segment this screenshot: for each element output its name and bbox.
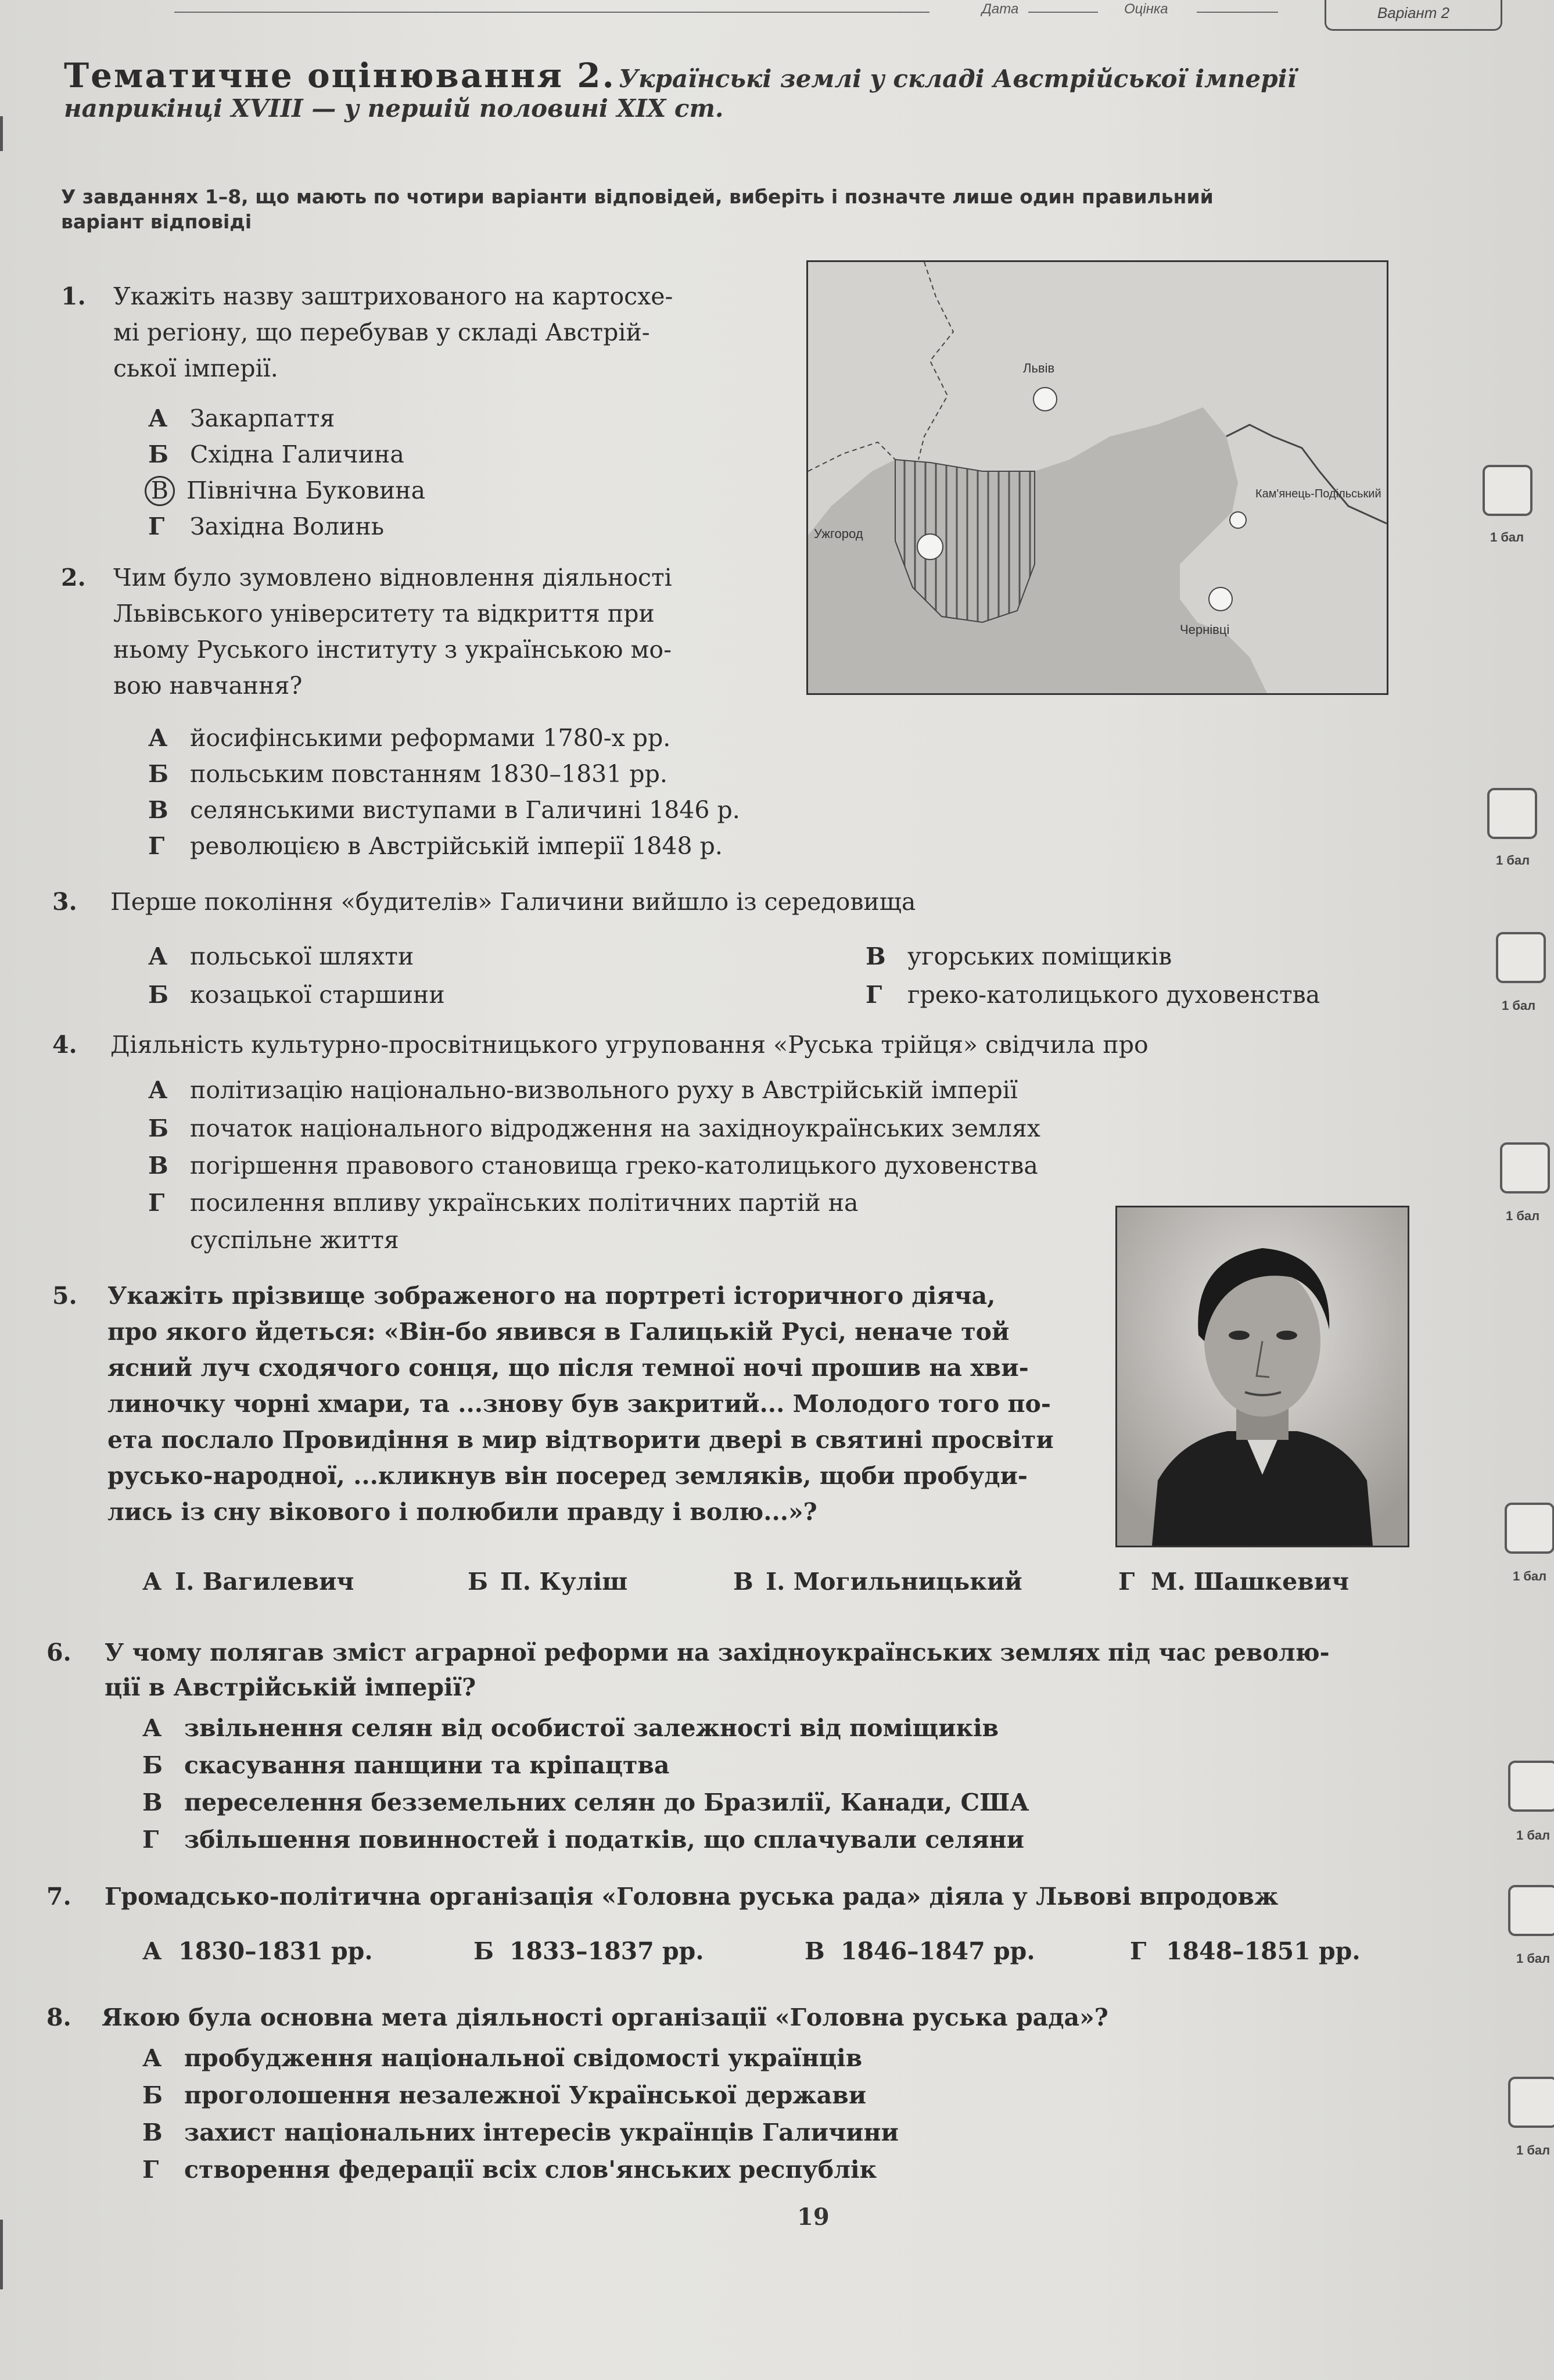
question-text: Діяльність культурно-просвітницького угруповання «Руська трійця» свідчила про bbox=[110, 1031, 1149, 1059]
answer-box[interactable] bbox=[1508, 1885, 1554, 1936]
answer-option[interactable]: А політизацію національно-визвольного руху в Австрійській імперії bbox=[148, 1076, 1018, 1104]
name-line bbox=[174, 12, 929, 13]
answer-option[interactable]: Б Східна Галичина bbox=[148, 440, 404, 468]
grade-line bbox=[1197, 12, 1278, 13]
question-text: Укажіть прізвище зображеного на портреті історичного діяча, bbox=[107, 1282, 996, 1310]
question-text: лись із сну вікового і полюбили правду і волю...»? bbox=[107, 1498, 817, 1526]
score-label: 1 бал bbox=[1513, 1569, 1547, 1583]
answer-option[interactable]: Б польським повстанням 1830–1831 рр. bbox=[148, 760, 667, 788]
question-number: 2. bbox=[61, 564, 86, 592]
answer-box[interactable] bbox=[1508, 1761, 1554, 1812]
question-text: ції в Австрійській імперії? bbox=[105, 1673, 476, 1701]
answer-option[interactable]: Г Західна Волинь bbox=[148, 512, 385, 540]
question-text: русько-народної, ...кликнув він посеред земляків, щоби пробуди- bbox=[107, 1462, 1028, 1490]
question-number: 7. bbox=[46, 1883, 71, 1911]
answer-option[interactable]: Г революцією в Австрійській імперії 1848 р. bbox=[148, 832, 723, 860]
header-strip bbox=[0, 0, 1554, 35]
map-svg bbox=[808, 262, 1387, 693]
answer-option[interactable]: В переселення безземельних селян до Бразилії, Канади, США bbox=[142, 1788, 1029, 1816]
city-marker-chernivtsi bbox=[1209, 587, 1232, 611]
question-text: вою навчання? bbox=[113, 672, 303, 700]
question-text: ясний луч сходячого сонця, що після темної ночі прошив на хви- bbox=[107, 1354, 1029, 1382]
answer-option[interactable]: В захист національних інтересів українців Галичини bbox=[142, 2119, 899, 2146]
portrait-image bbox=[1115, 1206, 1409, 1547]
question-text: Львівського університету та відкриття при bbox=[113, 600, 655, 628]
question-text: Якою була основна мета діяльності організації «Головна руська рада»? bbox=[102, 2003, 1108, 2031]
answer-option[interactable]: Г М. Шашкевич bbox=[1118, 1568, 1350, 1596]
region-map bbox=[806, 260, 1388, 695]
question-number: 1. bbox=[61, 282, 86, 310]
question-text: линочку чорні хмари, та ...знову був закритий... Молодого того по- bbox=[107, 1390, 1051, 1418]
answer-option[interactable]: Г створення федерації всіх слов'янських республік bbox=[142, 2156, 877, 2184]
question-text: Перше покоління «будителів» Галичини вийшло із середовища bbox=[110, 888, 916, 916]
title-rest-line1: Українські землі у складі Австрійської імперії bbox=[618, 64, 1297, 93]
answer-option[interactable]: В селянськими виступами в Галичині 1846 р. bbox=[148, 796, 740, 824]
answer-option[interactable]: А польської шляхти bbox=[148, 942, 414, 970]
answer-option[interactable]: Г греко-католицького духовенства bbox=[866, 981, 1320, 1009]
margin-mark bbox=[0, 2220, 3, 2289]
answer-option-selected[interactable]: В Північна Буковина bbox=[148, 473, 425, 509]
answer-box[interactable] bbox=[1487, 788, 1537, 839]
instruction-line2: варіант відповіді bbox=[61, 210, 252, 233]
question-number: 6. bbox=[46, 1639, 71, 1666]
answer-option[interactable]: Г збільшення повинностей і податків, що сплачували селяни bbox=[142, 1826, 1025, 1854]
answer-option-continuation: суспільне життя bbox=[190, 1226, 399, 1254]
left-eye bbox=[1229, 1331, 1250, 1340]
map-label-chernivtsi: Чернівці bbox=[1180, 622, 1230, 637]
answer-option[interactable]: В І. Могильницький bbox=[733, 1568, 1022, 1596]
question-text: ської імперії. bbox=[113, 354, 278, 382]
question-number: 5. bbox=[52, 1282, 77, 1310]
answer-box[interactable] bbox=[1505, 1503, 1554, 1554]
variant-tab: Варіант 2 bbox=[1325, 0, 1502, 31]
question-text: У чому полягав зміст аграрної реформи на західноукраїнських землях під час револю- bbox=[105, 1639, 1330, 1666]
date-label: Дата bbox=[982, 1, 1019, 17]
answer-option[interactable]: А Закарпаття bbox=[148, 404, 335, 432]
map-label-lviv: Львів bbox=[1023, 361, 1055, 375]
answer-option[interactable]: Г посилення впливу українських політичних партій на bbox=[148, 1189, 859, 1217]
answer-option[interactable]: Б 1833–1837 рр. bbox=[473, 1937, 704, 1965]
map-label-kamianets: Кам'янець-Подільський bbox=[1255, 488, 1381, 500]
answer-box[interactable] bbox=[1500, 1142, 1550, 1193]
instruction bbox=[61, 185, 1397, 235]
map-label-uzhhorod: Ужгород bbox=[814, 526, 863, 541]
question-text: ньому Руського інституту з українською мо- bbox=[113, 636, 672, 664]
answer-option[interactable]: Б скасування панщини та кріпацтва bbox=[142, 1751, 670, 1779]
title-rest-line2: наприкінці XVIII — у першій половині XIX ст. bbox=[64, 94, 724, 123]
city-marker-uzhhorod bbox=[917, 534, 943, 560]
question-number: 4. bbox=[52, 1031, 77, 1059]
portrait-svg bbox=[1117, 1207, 1408, 1546]
question-text: про якого йдеться: «Він-бо явився в Галицькій Русі, неначе той bbox=[107, 1318, 1010, 1346]
margin-mark bbox=[0, 116, 3, 151]
right-eye bbox=[1276, 1331, 1297, 1340]
answer-box[interactable] bbox=[1508, 2077, 1554, 2128]
title-main: Тематичне оцінювання 2. bbox=[64, 56, 616, 95]
city-marker-kamianets bbox=[1230, 512, 1246, 528]
question-text: Чим було зумовлено відновлення діяльності bbox=[113, 564, 672, 592]
selected-answer-circle: В bbox=[145, 476, 175, 506]
answer-option[interactable]: В погіршення правового становища греко-католицького духовенства bbox=[148, 1152, 1038, 1180]
question-number: 8. bbox=[46, 2003, 71, 2031]
city-marker-lviv bbox=[1033, 388, 1057, 411]
question-number: 3. bbox=[52, 888, 77, 916]
answer-option[interactable]: Г 1848–1851 рр. bbox=[1130, 1937, 1361, 1965]
answer-box[interactable] bbox=[1483, 465, 1533, 516]
question-text: мі регіону, що перебував у складі Австрій- bbox=[113, 318, 650, 346]
score-label: 1 бал bbox=[1516, 1951, 1551, 1966]
instruction-line1: У завданнях 1–8, що мають по чотири варіанти відповідей, виберіть і позначте лише один правильний bbox=[61, 185, 1214, 208]
answer-box[interactable] bbox=[1496, 932, 1546, 983]
grade-label: Оцінка bbox=[1124, 1, 1168, 17]
page-number: 19 bbox=[797, 2203, 830, 2231]
score-label: 1 бал bbox=[1516, 2143, 1551, 2157]
question-text: ета послало Провидіння в мир відтворити двері в святині просвіти bbox=[107, 1426, 1054, 1454]
answer-option[interactable]: А звільнення селян від особистої залежності від поміщиків bbox=[142, 1714, 999, 1742]
answer-option[interactable]: В 1846–1847 рр. bbox=[805, 1937, 1035, 1965]
answer-option[interactable]: Б початок національного відродження на західноукраїнських землях bbox=[148, 1114, 1040, 1142]
answer-option[interactable]: Б проголошення незалежної Української держави bbox=[142, 2081, 867, 2109]
score-label: 1 бал bbox=[1506, 1209, 1540, 1223]
answer-option[interactable]: Б П. Куліш bbox=[468, 1568, 628, 1596]
answer-option[interactable]: Б козацької старшини bbox=[148, 981, 445, 1009]
answer-option[interactable]: А пробудження національної свідомості українців bbox=[142, 2044, 863, 2072]
page-title bbox=[64, 57, 1447, 122]
score-label: 1 бал bbox=[1490, 530, 1524, 544]
question-text: Громадсько-політична організація «Головна руська рада» діяла у Львові впродовж bbox=[105, 1883, 1279, 1911]
score-label: 1 бал bbox=[1496, 853, 1530, 868]
score-label: 1 бал bbox=[1516, 1828, 1551, 1843]
answer-option[interactable]: А І. Вагилевич bbox=[142, 1568, 354, 1596]
answer-option[interactable]: В угорських поміщиків bbox=[866, 942, 1172, 970]
answer-option[interactable]: А 1830–1831 рр. bbox=[142, 1937, 373, 1965]
date-line bbox=[1028, 12, 1098, 13]
answer-option[interactable]: А йосифінськими реформами 1780-х рр. bbox=[148, 724, 671, 752]
question-text: Укажіть назву заштрихованого на картосхе- bbox=[113, 282, 673, 310]
score-label: 1 бал bbox=[1502, 998, 1536, 1013]
